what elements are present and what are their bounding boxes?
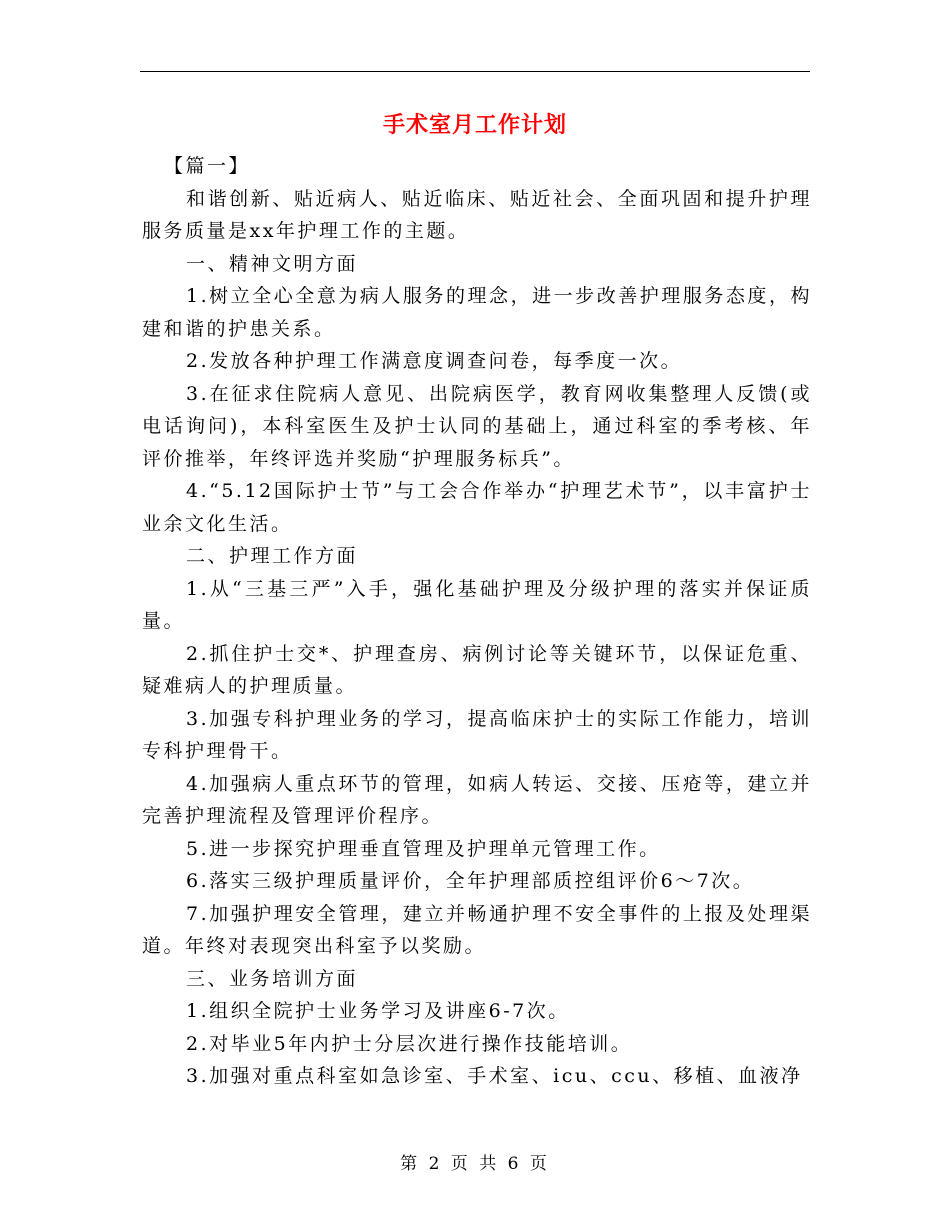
section-heading-spiritual: 一、精神文明方面 <box>186 252 359 275</box>
document-title: 手术室月工作计划 <box>382 113 567 138</box>
section-label: 【篇一】 <box>164 155 251 177</box>
list-item: 2.抓住护士交*、护理查房、病例讨论等关键环节，以保证危重、疑难病人的护理质量。 <box>142 642 812 697</box>
list-item: 3.在征求住院病人意见、出院病医学，教育网收集整理人反馈(或电话询问)，本科室医生及护士认同的基础上，通过科室的季考核、年评价推举，年终评选并奖励“护理服务标兵”。 <box>142 382 812 470</box>
list-item: 1.树立全心全意为病人服务的理念，进一步改善护理服务态度，构建和谐的护患关系。 <box>142 285 812 340</box>
section-heading-nursing: 二、护理工作方面 <box>186 545 359 567</box>
list-item: 4.“5.12国际护士节”与工会合作举办“护理艺术节”，以丰富护士业余文化生活。 <box>142 480 812 535</box>
list-item: 1.组织全院护士业务学习及讲座6-7次。 <box>186 1000 570 1022</box>
list-item: 1.从“三基三严”入手，强化基础护理及分级护理的落实并保证质量。 <box>142 577 812 632</box>
header-rule <box>140 71 810 72</box>
list-item: 3.加强专科护理业务的学习，提高临床护士的实际工作能力，培训专科护理骨干。 <box>142 707 812 762</box>
list-item: 3.加强对重点科室如急诊室、手术室、icu、ccu、移植、血液净 <box>186 1065 803 1087</box>
list-item: 7.加强护理安全管理，建立并畅通护理不安全事件的上报及处理渠道。年终对表现突出科室予以奖励。 <box>142 902 812 957</box>
list-item: 6.落实三级护理质量评价，全年护理部质控组评价6～7次。 <box>186 870 755 892</box>
list-item: 2.发放各种护理工作满意度调查问卷，每季度一次。 <box>186 350 683 372</box>
list-item: 2.对毕业5年内护士分层次进行操作技能培训。 <box>186 1032 633 1055</box>
list-item: 5.进一步探究护理垂直管理及护理单元管理工作。 <box>186 837 661 860</box>
document-body <box>142 150 812 1093</box>
page-indicator: 第 2 页 共 6 页 <box>400 1154 550 1174</box>
list-item: 4.加强病人重点环节的管理，如病人转运、交接、压疮等，建立并完善护理流程及管理评价程序。 <box>142 772 812 827</box>
intro-paragraph: 和谐创新、贴近病人、贴近临床、贴近社会、全面巩固和提升护理服务质量是xx年护理工作的主题。 <box>142 187 812 242</box>
section-heading-training: 三、业务培训方面 <box>186 967 359 990</box>
